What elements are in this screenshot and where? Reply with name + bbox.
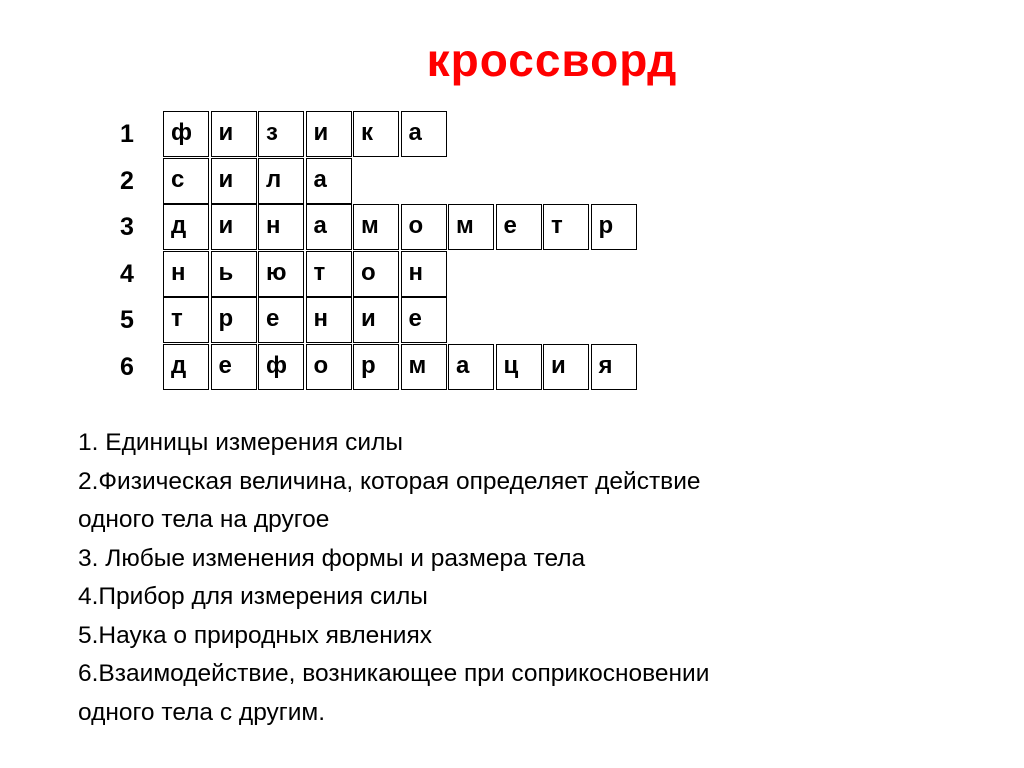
crossword-cell: н (401, 251, 447, 297)
crossword-cell: н (163, 251, 209, 297)
crossword-cell: и (306, 111, 352, 157)
crossword-cell: к (353, 111, 399, 157)
crossword-cell: т (543, 204, 589, 250)
crossword-cell: и (211, 158, 257, 204)
crossword-cell: л (258, 158, 304, 204)
row-number: 6 (120, 352, 134, 381)
crossword-cell: р (211, 297, 257, 343)
row-number: 4 (120, 259, 134, 288)
crossword-cell: т (306, 251, 352, 297)
clue-line: 3. Любые изменения формы и размера тела (78, 544, 586, 572)
crossword-cell: д (163, 344, 209, 390)
crossword-cell: м (448, 204, 494, 250)
row-number: 5 (120, 306, 134, 334)
row-number: 3 (120, 213, 134, 241)
row-number: 2 (120, 166, 134, 195)
crossword-cell: ц (496, 344, 542, 390)
clue-line: 4.Прибор для измерения силы (78, 583, 428, 610)
crossword-cell: н (306, 297, 352, 343)
crossword-cell: а (306, 204, 352, 250)
crossword-cell: з (258, 111, 304, 157)
crossword-cell: ю (258, 251, 304, 297)
clue-line: одного тела с другим. (78, 698, 326, 726)
crossword-cell: ф (258, 344, 304, 390)
crossword-cell: е (258, 297, 304, 343)
crossword-cell: е (496, 204, 542, 250)
crossword-cell: т (163, 297, 209, 343)
crossword-cell: ь (211, 251, 257, 297)
crossword-cell: р (353, 344, 399, 390)
clue-line: одного тела на другое (78, 506, 330, 533)
crossword-cell: д (163, 204, 209, 250)
crossword-cell: и (211, 204, 257, 250)
clue-line: 1. Единицы измерения силы (78, 429, 403, 456)
clue-line: 5.Наука о природных явлениях (78, 621, 433, 649)
crossword-cell: и (353, 297, 399, 343)
crossword-cell: о (353, 251, 399, 297)
crossword-cell: я (591, 344, 637, 390)
crossword-cell: е (401, 297, 447, 343)
crossword-cell: и (211, 111, 257, 157)
crossword-cell: м (353, 204, 399, 250)
crossword-cell: и (543, 344, 589, 390)
page-title: кроссворд (426, 34, 678, 86)
clue-line: 6.Взаимодействие, возникающее при соприкосновении (78, 660, 710, 687)
crossword-cell: а (306, 158, 352, 204)
crossword-cell: о (306, 344, 352, 390)
crossword-cell: е (211, 344, 257, 390)
clue-line: 2.Физическая величина, которая определяет действие (78, 467, 701, 495)
crossword-cell: м (401, 344, 447, 390)
crossword-cell: о (401, 204, 447, 250)
crossword-cell: а (401, 111, 447, 157)
crossword-cell: а (448, 344, 494, 390)
crossword-cell: н (258, 204, 304, 250)
row-number: 1 (120, 120, 134, 148)
crossword-cell: ф (163, 111, 209, 157)
crossword-cell: р (591, 204, 637, 250)
clues-list (78, 424, 978, 732)
crossword-cell: с (163, 158, 209, 204)
